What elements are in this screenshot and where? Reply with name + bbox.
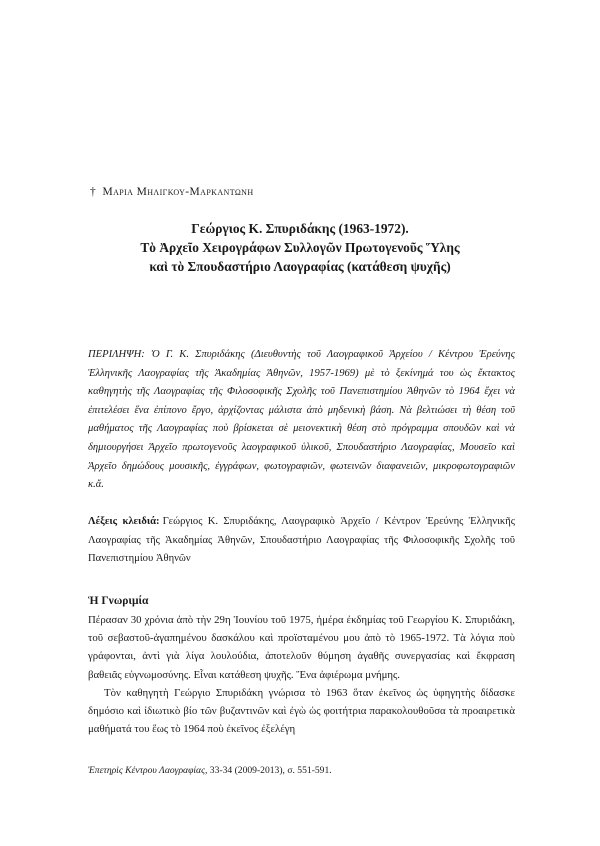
author-line	[90, 186, 254, 198]
keywords-text: Γεώργιος Κ. Σπυριδάκης, Λαογραφικὸ Ἀρχεῖο / Κέντρον Ἐρεύνης Ἑλληνικῆς Λαογραφίας τῆς Ἀκαδημίας Ἀθηνῶν, Σπουδαστήριο Λαογραφίας τῆς Φιλοσοφικῆς Σχολῆς τοῦ Πανεπιστημίου Ἀθηνῶν	[88, 516, 515, 565]
article-title	[80, 219, 520, 276]
title-line-3: καὶ τὸ Σπουδαστήριο Λαογραφίας (κατάθεση ψυχῆς)	[149, 259, 451, 274]
body-paragraph-2: Τὸν καθηγητὴ Γεώργιο Σπυριδάκη γνώρισα τὸ 1963 ὅταν ἐκεῖνος ὡς ὑφηγητὴς δίδασκε δημόσιο καὶ ἰδιωτικὸ βίο τῶν βυζαντινῶν καὶ ἐγὼ ὡς φοιτήτρια παρακολουθοῦσα τὰ προαιρετικὰ μαθήματά του ἕως τὸ 1964 ποὺ ἐκεῖνος ἐξελέγη	[88, 686, 515, 736]
author-name: Μαρια Μηλιγκου-Μαρκαντωνη	[102, 186, 254, 198]
footer-journal: Ἐπετηρὶς Κέντρου Λαογραφίας,	[88, 765, 208, 776]
abstract: ΠΕΡΙΛΗΨΗ: Ὁ Γ. Κ. Σπυριδάκης (Διευθυντὴς τοῦ Λαογραφικοῦ Ἀρχείου / Κέντρου Ἐρεύνης Ἑλληνικῆς Λαογραφίας τῆς Ἀκαδημίας Ἀθηνῶν, 1957-1969) μὲ τὸ ξεκίνημά του ὡς ἔκτακτος καθηγητὴς τῆς Λαογραφίας τῆς Φιλοσοφικῆς Σχολῆς τοῦ Πανεπιστημίου Ἀθηνῶν τὸ 1964 ἔχει νὰ ἐπιτελέσει ἕνα ἐπίπονο ἔργο, ἀρχίζοντας μάλιστα ἀπὸ μηδενικὴ βάση. Νὰ βελτιώσει τὴ θέση τοῦ μαθήματος τῆς Λαογραφίας ποὺ βρίσκεται σὲ μειονεκτικὴ θέση στὸ πρόγραμμα σπουδῶν καὶ νὰ δημιουργήσει Ἀρχεῖο πρωτογενοῦς λαογραφικοῦ ὑλικοῦ, Σπουδαστήριο Λαογραφίας, Μουσεῖο καὶ Ἀρχεῖο δημώδους μουσικῆς, ἐγγράφων, φωτογραφιῶν, φωτεινῶν διαφανειῶν, μικροφωτογραφιῶν κ.ἄ.	[88, 349, 515, 491]
section-heading: Ἡ Γνωριμία	[88, 595, 149, 607]
footer-citation: 33-34 (2009-2013), σ. 551-591.	[209, 765, 332, 776]
page-footer	[88, 765, 332, 776]
keywords-label: Λέξεις κλειδιά:	[88, 516, 160, 527]
dagger-symbol: †	[90, 186, 97, 198]
title-line-2: Τὸ Ἀρχεῖο Χειρογράφων Συλλογῶν Πρωτογενοῦς Ὕλης	[140, 240, 460, 255]
body-paragraph-1: Πέρασαν 30 χρόνια ἀπὸ τὴν 29η Ἰουνίου τοῦ 1975, ἡμέρα ἐκδημίας τοῦ Γεωργίου Κ. Σπυριδάκη, τοῦ σεβαστοῦ-ἀγαπημένου δασκάλου καὶ προϊσταμένου μου ἀπὸ τὸ 1965-1972. Τὰ λόγια ποὺ γράφονται, ἀντὶ γιὰ λίγα λουλούδια, ἀποτελοῦν θύμηση ἀγαθῆς συνεργασίας καὶ ἔκφραση βαθειᾶς εὐγνωμοσύνης. Εἶναι κατάθεση ψυχῆς. Ἕνα ἀφιέρωμα μνήμης.	[88, 614, 515, 681]
title-line-1: Γεώργιος Κ. Σπυριδάκης (1963-1972).	[191, 221, 409, 236]
body-text	[88, 611, 515, 738]
keywords	[88, 513, 515, 569]
